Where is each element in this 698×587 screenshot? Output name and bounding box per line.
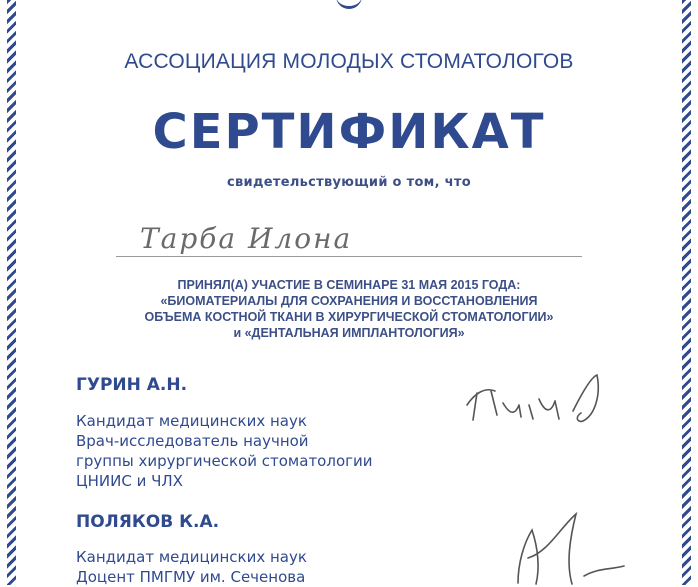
signature-1: [455, 365, 615, 435]
seminar-line-3: ОБЪЕМА КОСТНОЙ ТКАНИ В ХИРУРГИЧЕСКОЙ СТОМАТОЛОГИИ»: [144, 310, 554, 324]
signatory-1-line-3: группы хирургической стоматологии: [76, 452, 373, 470]
signatory-2-description: [76, 547, 307, 587]
logo-fragment: [336, 0, 362, 9]
signatory-1-line-1: Кандидат медицинских наук: [76, 412, 307, 430]
signatory-1-name: ГУРИН А.Н.: [76, 375, 188, 395]
signatory-2-line-2: Доцент ПМГМУ им. Сеченова: [76, 568, 306, 586]
recipient-name: Тарба Илона: [140, 222, 353, 255]
signatory-2-name: ПОЛЯКОВ К.А.: [76, 512, 220, 532]
signatory-1-line-2: Врач-исследователь научной: [76, 432, 309, 450]
seminar-line-2: «БИОМАТЕРИАЛЫ ДЛЯ СОХРАНЕНИЯ И ВОССТАНОВЛЕНИЯ: [160, 294, 538, 308]
seminar-description: [0, 277, 698, 341]
recipient-underline: [116, 256, 582, 257]
signatory-1-description: [76, 411, 373, 491]
certificate-title: СЕРТИФИКАТ: [152, 104, 546, 160]
certificate-subtitle: свидетельствующий о том, что: [227, 175, 471, 190]
signature-2: [488, 508, 628, 585]
signatory-1-line-4: ЦНИИС и ЧЛХ: [76, 472, 183, 490]
signatory-2-line-1: Кандидат медицинских наук: [76, 548, 307, 566]
seminar-line-1: ПРИНЯЛ(А) УЧАСТИЕ В СЕМИНАРЕ 31 МАЯ 2015 ГОДА:: [177, 278, 521, 292]
association-name: АССОЦИАЦИЯ МОЛОДЫХ СТОМАТОЛОГОВ: [124, 50, 574, 73]
seminar-line-4: и «ДЕНТАЛЬНАЯ ИМПЛАНТОЛОГИЯ»: [233, 326, 465, 340]
